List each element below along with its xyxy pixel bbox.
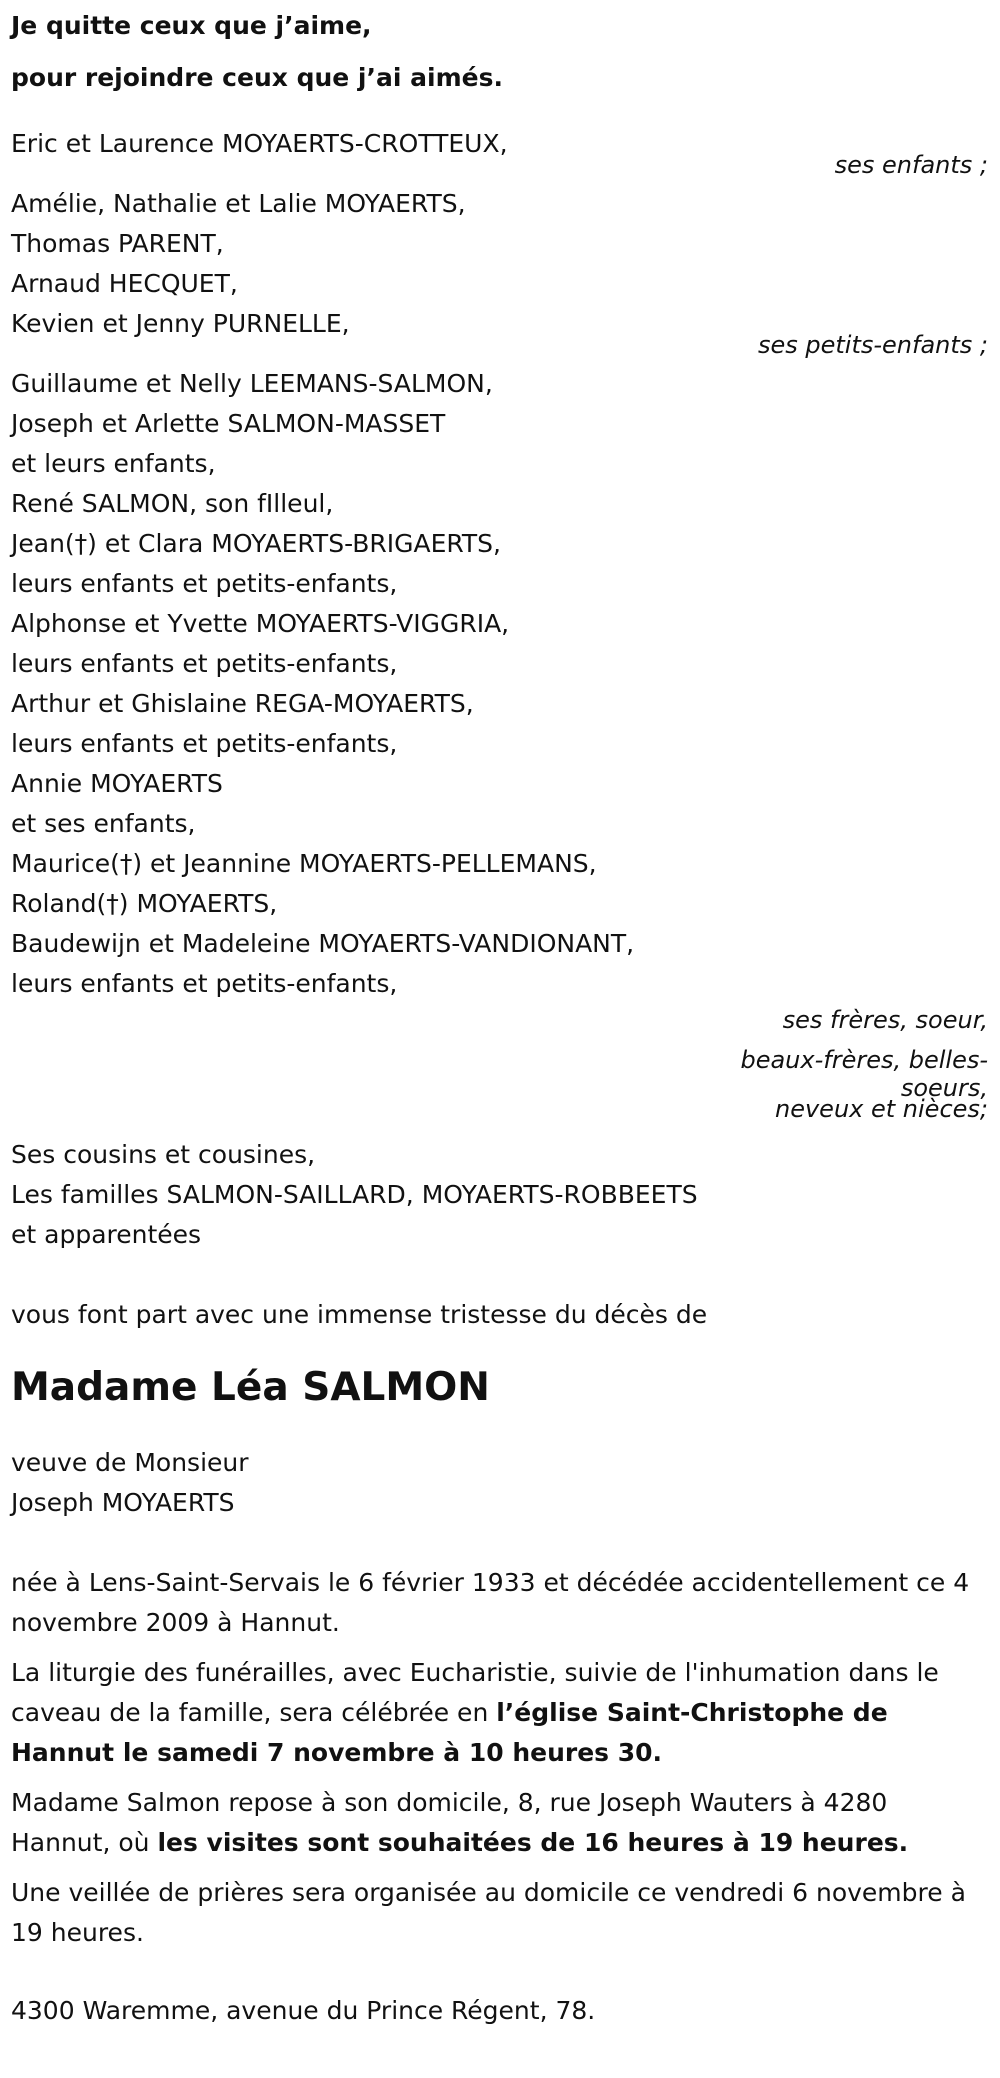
family-line: Joseph et Arlette SALMON-MASSET — [11, 409, 446, 438]
family-line: et apparentées — [11, 1220, 202, 1249]
family-line: Arnaud HECQUET, — [11, 269, 238, 298]
widow-line: veuve de Monsieur — [11, 1448, 249, 1477]
quote-line: Je quitte ceux que j’aime, — [11, 11, 372, 40]
grandchildren-section — [11, 184, 991, 360]
liturgy-info — [11, 1653, 991, 1773]
family-line: Baudewijn et Madeleine MOYAERTS-VANDIONANT, — [11, 929, 635, 958]
visit-hours: les visites sont souhaitées de 16 heures à 19 heures. — [157, 1828, 909, 1857]
liturgy-text: La liturgie des funérailles, avec Eucharistie, suivie de l'inhumation dans le caveau de la famille, sera célébrée en — [11, 1658, 939, 1727]
vigil-info: Une veillée de prières sera organisée au domicile ce vendredi 6 novembre à 19 heures. — [11, 1878, 966, 1947]
birth-death-info: née à Lens-Saint-Servais le 6 février 1933 et décédée accidentellement ce 4 novembre 2009 à Hannut. — [11, 1568, 970, 1637]
family-address: 4300 Waremme, avenue du Prince Régent, 78. — [11, 1996, 596, 2025]
widow-line: Joseph MOYAERTS — [11, 1488, 235, 1517]
family-line: Guillaume et Nelly LEEMANS-SALMON, — [11, 369, 493, 398]
family-line: leurs enfants et petits-enfants, — [11, 569, 398, 598]
siblings-section — [11, 364, 991, 1121]
family-line: Les familles SALMON-SAILLARD, MOYAERTS-ROBBEETS — [11, 1180, 698, 1209]
family-line: Eric et Laurence MOYAERTS-CROTTEUX, — [11, 129, 508, 158]
family-line: Annie MOYAERTS — [11, 769, 223, 798]
obituary-notice — [11, 0, 991, 2031]
role-siblings: ses frères, soeur, — [782, 1006, 988, 1034]
family-line: René SALMON, son fIlleul, — [11, 489, 334, 518]
family-line: Amélie, Nathalie et Lalie MOYAERTS, — [11, 189, 466, 218]
family-line: Roland(†) MOYAERTS, — [11, 889, 278, 918]
family-line: leurs enfants et petits-enfants, — [11, 729, 398, 758]
liturgy-location: l’église Saint-Christophe de Hannut le samedi 7 novembre à 10 heures 30. — [11, 1698, 888, 1767]
role-children: ses enfants ; — [834, 151, 988, 179]
role-siblings: neveux et nièces; — [775, 1095, 988, 1123]
other-relatives — [11, 1135, 991, 1255]
role-grandchildren: ses petits-enfants ; — [757, 331, 988, 359]
family-line: Arthur et Ghislaine REGA-MOYAERTS, — [11, 689, 474, 718]
family-line: et ses enfants, — [11, 809, 196, 838]
family-line: Kevien et Jenny PURNELLE, — [11, 309, 350, 338]
role-siblings: beaux-frères, belles- — [740, 1046, 988, 1074]
children-section — [11, 124, 991, 180]
family-line: et leurs enfants, — [11, 449, 216, 478]
family-line: Thomas PARENT, — [11, 229, 224, 258]
family-line: leurs enfants et petits-enfants, — [11, 649, 398, 678]
widow-info — [11, 1443, 991, 1523]
rest-info — [11, 1783, 991, 1863]
announcement: vous font part avec une immense tristesse du décès de — [11, 1300, 708, 1329]
role-siblings: soeurs, — [900, 1074, 988, 1102]
family-line: Alphonse et Yvette MOYAERTS-VIGGRIA, — [11, 609, 510, 638]
family-line: Jean(†) et Clara MOYAERTS-BRIGAERTS, — [11, 529, 502, 558]
opening-quote — [11, 0, 991, 104]
family-line: leurs enfants et petits-enfants, — [11, 969, 398, 998]
quote-line: pour rejoindre ceux que j’ai aimés. — [11, 63, 503, 92]
family-line: Maurice(†) et Jeannine MOYAERTS-PELLEMANS, — [11, 849, 597, 878]
rest-text: Madame Salmon repose à son domicile, 8, rue Joseph Wauters à 4280 Hannut, où — [11, 1788, 888, 1857]
family-line: Ses cousins et cousines, — [11, 1140, 316, 1169]
deceased-name: Madame Léa SALMON — [11, 1365, 490, 1410]
